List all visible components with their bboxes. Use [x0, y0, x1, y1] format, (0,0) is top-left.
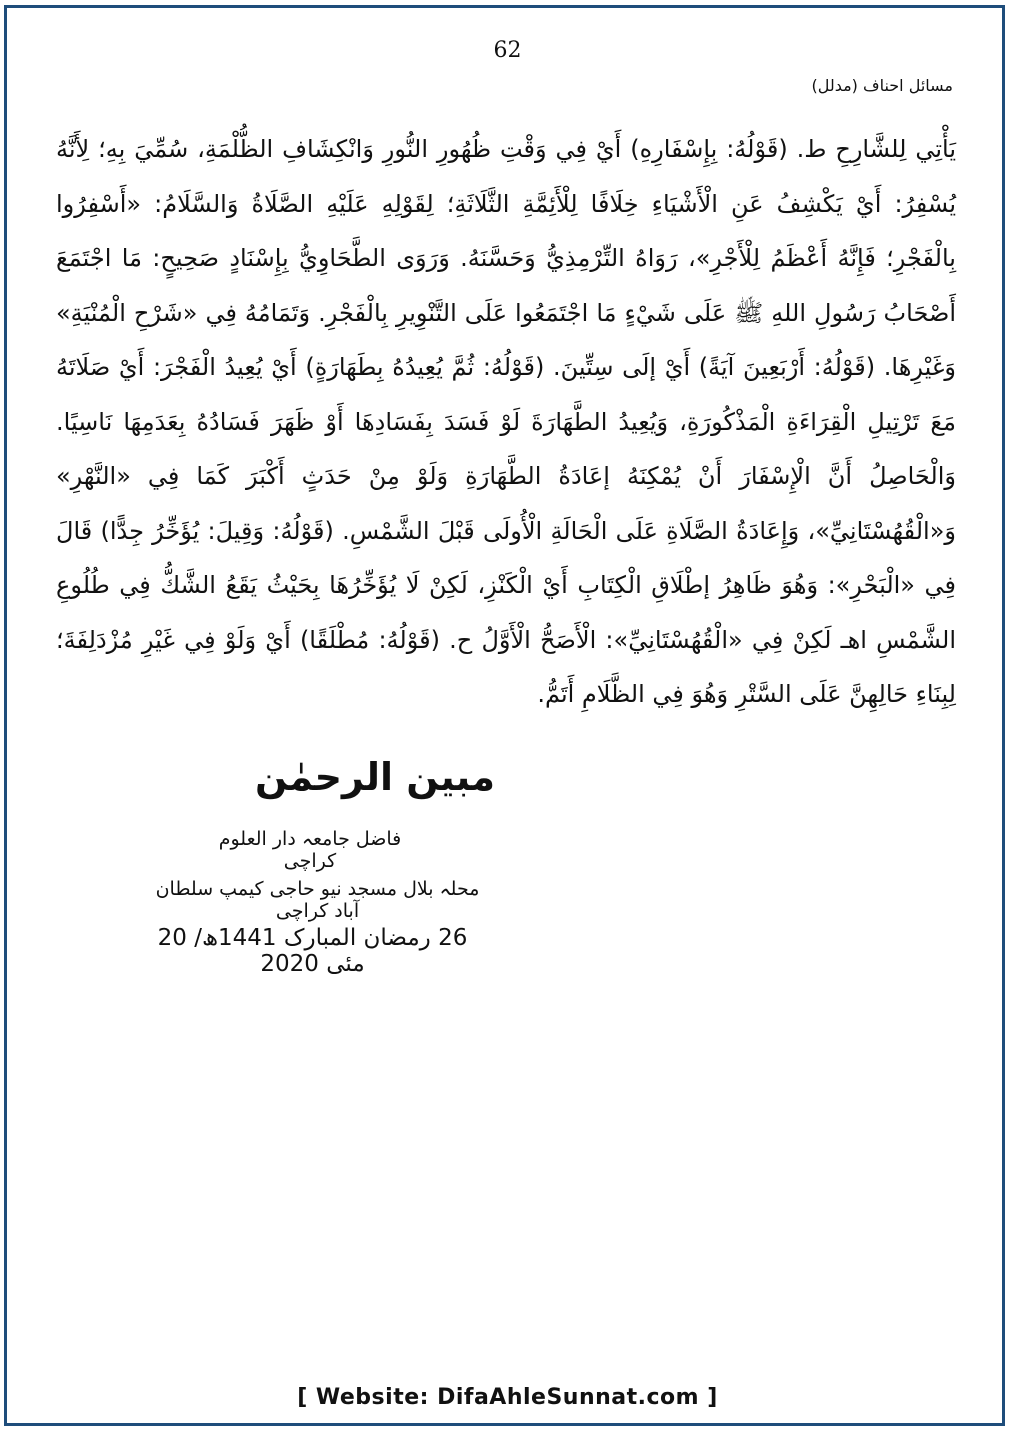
page-number: 62	[493, 38, 522, 63]
author-affiliation: فاضل جامعہ دار العلوم کراچی	[218, 828, 402, 872]
body-paragraph: يَأْتِي لِلشَّارِحِ ط. (قَوْلُهُ: بِإِسْفَارِهِ) أَيْ فِي وَقْتِ ظُهُورِ النُّورِ وَانْكِشَافِ الظُّلْمَةِ، سُمِّيَ بِهِ؛ لِأَنَّهُ يُسْفِرُ: أَيْ يَكْشِفُ عَنِ الْأَشْيَاءِ خِلَافًا لِلْأَئِمَّةِ الثَّلَاثَةِ؛ لِقَوْلِهِ عَلَيْهِ الصَّلَاةُ وَالسَّلَامُ: «أَسْفِرُوا بِالْفَجْرِ؛ فَإِنَّهُ أَعْظَمُ لِلْأَجْرِ»، رَوَاهُ التِّرْمِذِيُّ وَحَسَّنَهُ. وَرَوَى الطَّحَاوِيُّ بِإِسْنَادٍ صَحِيحٍ: مَا اجْتَمَعَ أَصْحَابُ رَسُولِ اللهِ ﷺ عَلَى شَيْءٍ مَا اجْتَمَعُوا عَلَى التَّنْوِيرِ بِالْفَجْرِ. وَتَمَامُهُ فِي «شَرْحِ الْمُنْيَةِ» وَغَيْرِهَا. (قَوْلُهُ: أَرْبَعِينَ آيَةً) أَيْ إلَى سِتِّينَ. (قَوْلُهُ: ثُمَّ يُعِيدُهُ بِطَهَارَةٍ) أَيْ يُعِيدُ الْفَجْرَ: أَيْ صَلَاتَهُ مَعَ تَرْتِيلِ الْقِرَاءَةِ الْمَذْكُورَةِ، وَيُعِيدُ الطَّهَارَةَ لَوْ فَسَدَ بِفَسَادِهَا أَوْ ظَهَرَ فَسَادُهُ بِعَدَمِهَا نَاسِيًا. وَالْحَاصِلُ أَنَّ الْإِسْفَارَ أَنْ يُمْكِنَهُ إعَادَةُ الطَّهَارَةِ وَلَوْ مِنْ حَدَثٍ أَكْبَرَ كَمَا فِي «النَّهْرِ» وَ«الْقُهُسْتَانِيِّ»، وَإِعَادَةُ الصَّلَاةِ عَلَى الْحَالَةِ الْأُولَى قَبْلَ الشَّمْسِ. (قَوْلُهُ: وَقِيلَ: يُؤَخِّرُ جِدًّا) قَالَ فِي «الْبَحْرِ»: وَهُوَ ظَاهِرُ إطْلَاقِ الْكِتَابِ أَيْ الْكَنْزِ، لَكِنْ لَا يُؤَخِّرُهَا بِحَيْثُ يَقَعُ الشَّكُّ فِي طُلُوعِ الشَّمْسِ اهـ لَكِنْ فِي «الْقُهُسْتَانِيِّ»: الْأَصَحُّ الْأَوَّلُ ح. (قَوْلُهُ: مُطْلَقًا) أَيْ وَلَوْ فِي غَيْرِ مُزْدَلِفَةَ؛ لِبِنَاءِ حَالِهِنَّ عَلَى السَّتْرِ وَهُوَ فِي الظَّلَامِ أَتَمُّ.	[56, 135, 956, 708]
author-signature: مبین الرحمٰن	[255, 755, 495, 799]
signature-date: 26 رمضان المبارک 1441ھ/ 20 مئی 2020	[157, 925, 468, 977]
website-footer: [ Website: DifaAhleSunnat.com ]	[297, 1385, 718, 1410]
running-header: مسائل احناف (مدلل)	[811, 76, 953, 95]
author-address: محلہ بلال مسجد نیو حاجی کیمپ سلطان آباد کراچی	[155, 878, 480, 922]
main-text-block	[56, 122, 956, 722]
